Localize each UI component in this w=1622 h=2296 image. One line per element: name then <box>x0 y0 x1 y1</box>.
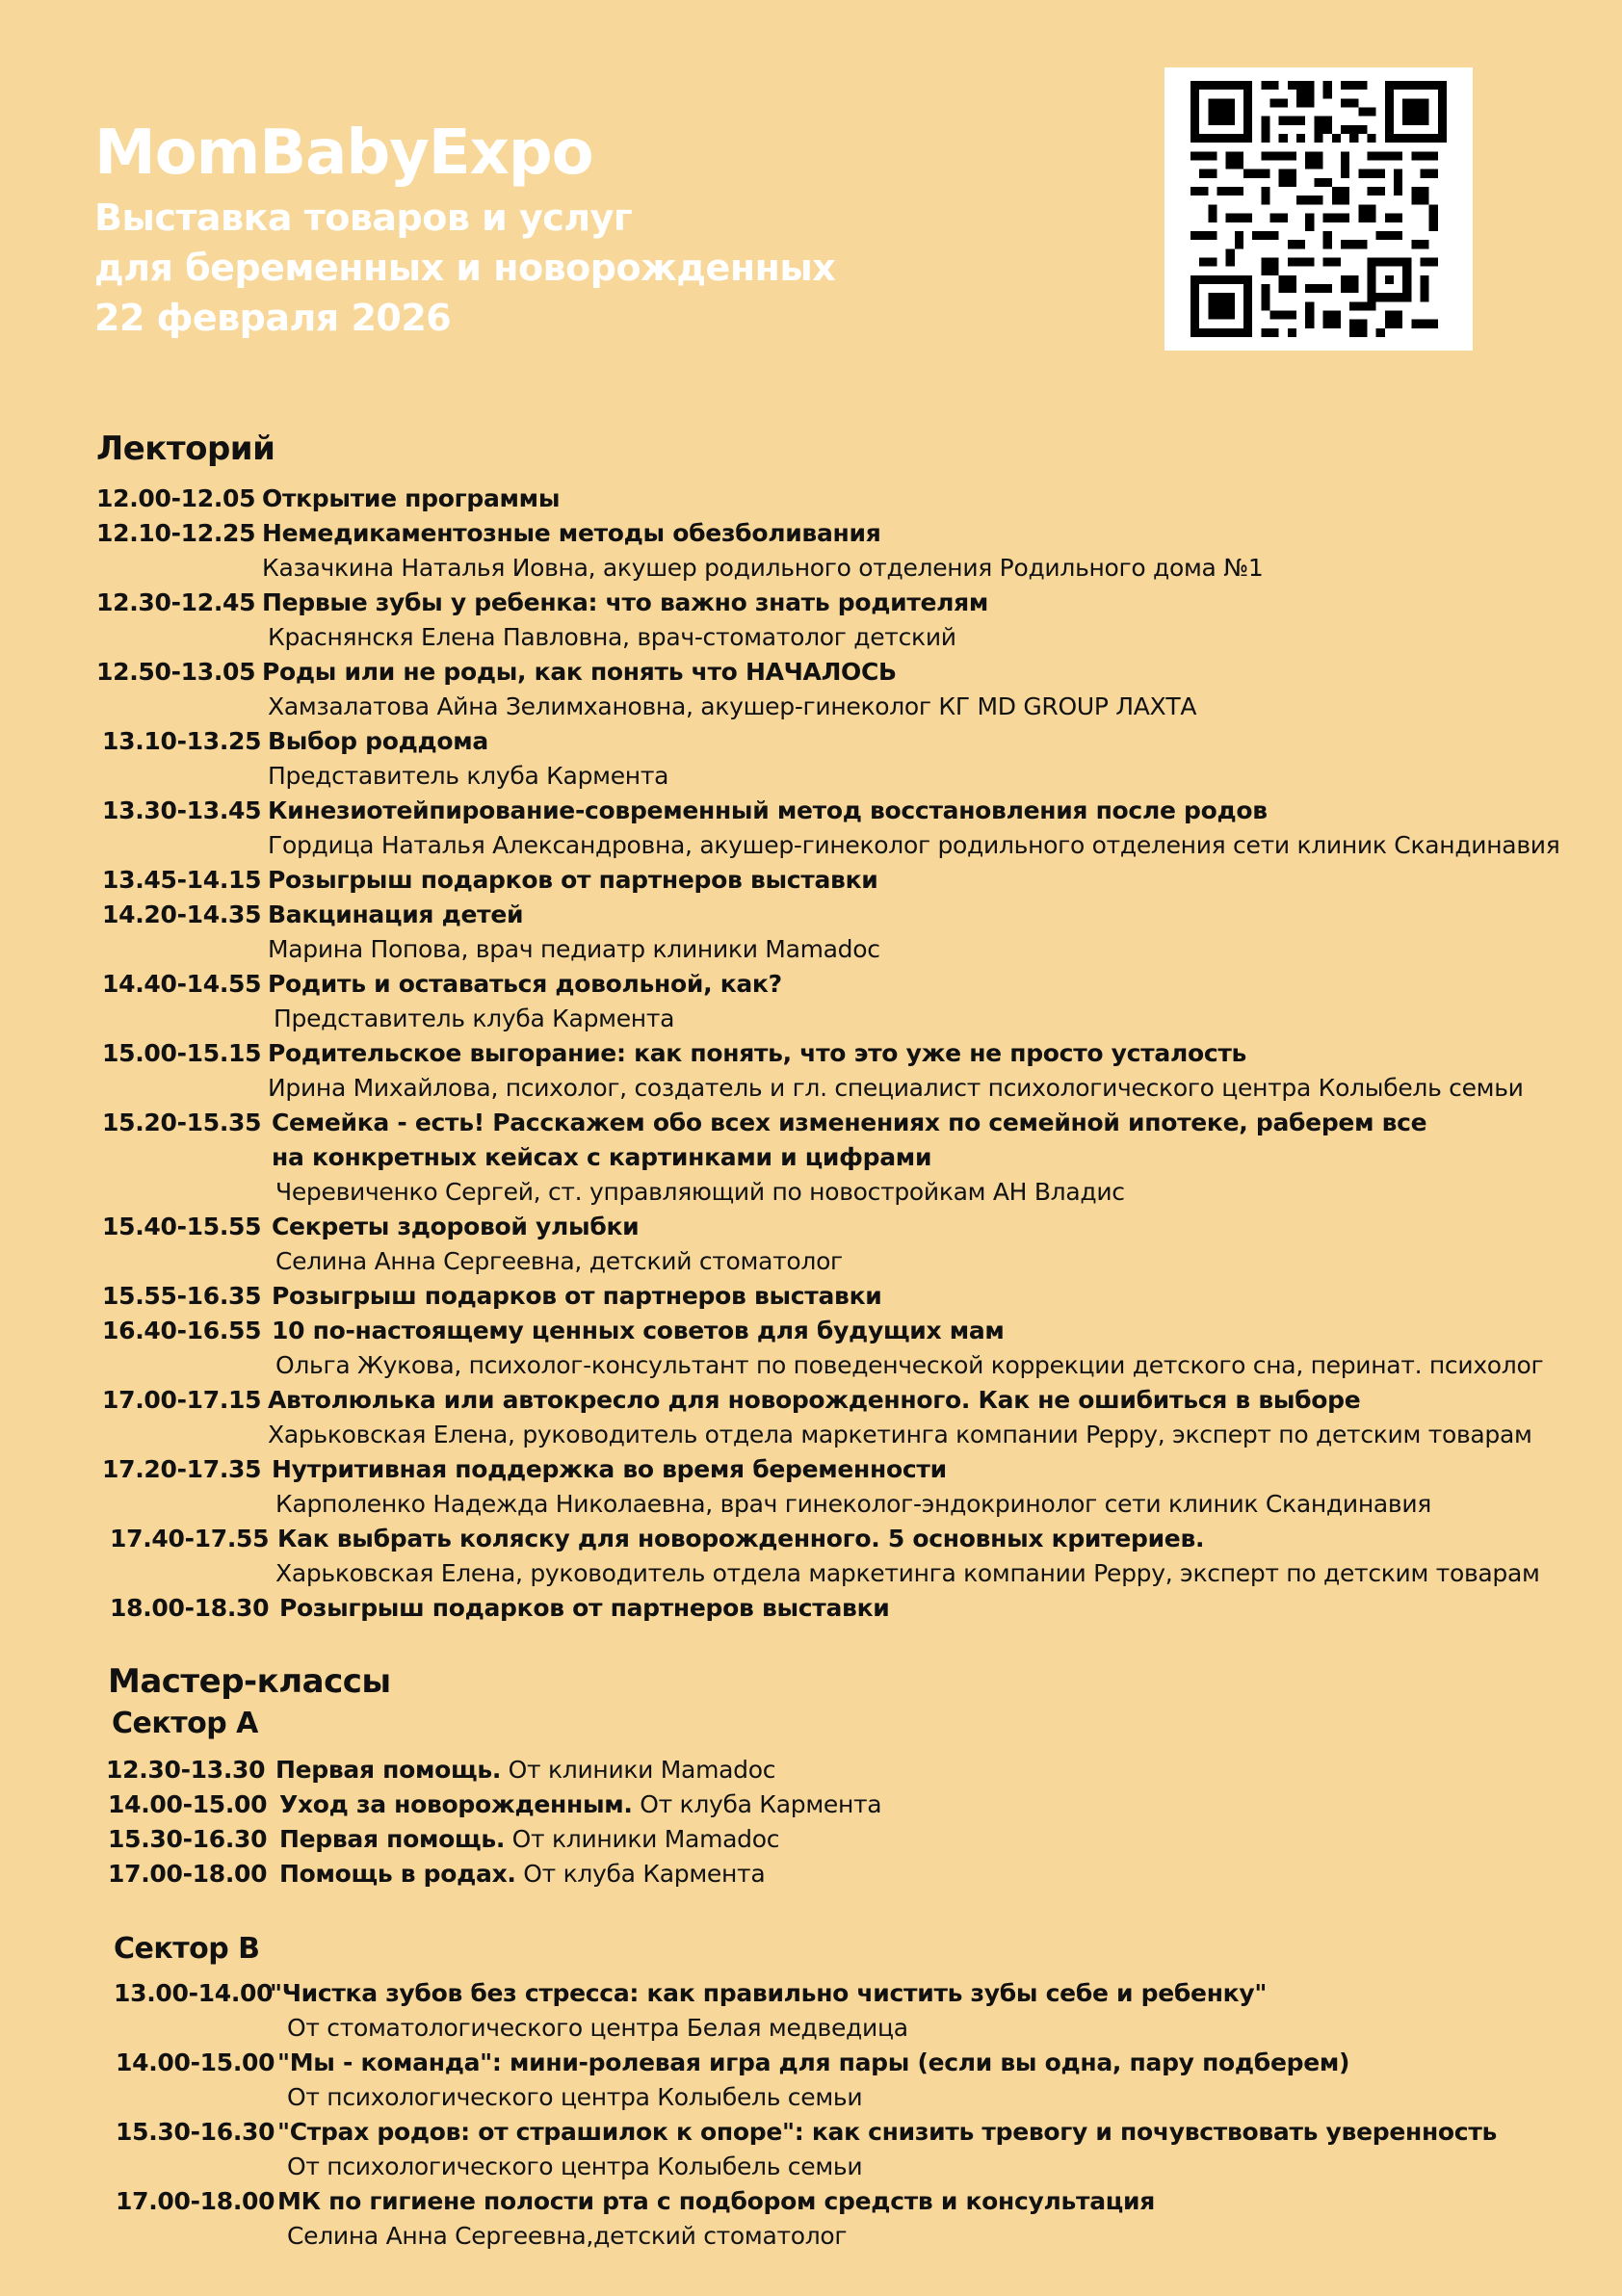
speaker-info: Харьковская Елена, руководитель отдела маркетинга компании Peppy, эксперт по детским товарам <box>275 1559 1540 1587</box>
session-title: 10 по-настоящему ценных советов для будущих мам <box>272 1317 1005 1344</box>
lecture-item <box>102 794 1268 828</box>
speaker-info: Черевиченко Сергей, ст. управляющий по новостройкам АН Владис <box>275 1178 1125 1206</box>
session-time: 13.30-13.45 <box>102 796 262 824</box>
masterclass-item <box>114 1976 1267 2011</box>
session-time: 15.30-16.30 <box>116 2118 275 2146</box>
session-title: Первая помощь. <box>275 1756 502 1784</box>
lecture-item <box>102 1383 1360 1418</box>
session-title: Выбор роддома <box>268 727 488 755</box>
lecture-item <box>96 586 988 620</box>
lecture-item <box>102 1314 1005 1348</box>
session-time: 17.00-18.00 <box>108 1860 268 1888</box>
session-time: 14.20-14.35 <box>102 900 262 928</box>
masterclass-item <box>116 2184 1155 2219</box>
session-time: 13.10-13.25 <box>102 727 262 755</box>
qr-code-icon <box>1178 81 1459 337</box>
lecture-item <box>102 1210 639 1244</box>
session-title: Секреты здоровой улыбки <box>272 1213 640 1240</box>
session-title: "Страх родов: от страшилок к опоре": как снизить тревогу и почувствовать уверенность <box>277 2118 1498 2146</box>
event-header <box>94 114 835 343</box>
masterclass-item <box>108 1857 765 1892</box>
session-title: Вакцинация детей <box>268 900 524 928</box>
session-title: Помощь в родах. <box>279 1860 516 1888</box>
masterclass-host: От стоматологического центра Белая медведица <box>287 2014 908 2042</box>
lecture-item <box>102 1036 1246 1071</box>
session-title: Уход за новорожденным. <box>279 1790 633 1818</box>
session-host: От клуба Кармента <box>632 1790 882 1818</box>
session-host: От клуба Кармента <box>515 1860 766 1888</box>
session-time: 17.00-18.00 <box>116 2187 275 2215</box>
session-time: 17.40-17.55 <box>110 1525 270 1552</box>
session-time: 15.00-15.15 <box>102 1039 262 1067</box>
session-time: 12.30-12.45 <box>96 588 256 616</box>
masterclass-item <box>106 1753 775 1787</box>
session-title: Семейка - есть! Расскажем обо всех изменениях по семейной ипотеке, раберем все <box>272 1109 1427 1136</box>
session-title: Автолюлька или автокресло для новорожденного. Как не ошибиться в выборе <box>268 1386 1361 1414</box>
speaker-info: Казачкина Наталья Иовна, акушер родильного отделения Родильного дома №1 <box>262 554 1264 582</box>
speaker-info: Ольга Жукова, психолог-консультант по поведенческой коррекции детского сна, перинат. психолог <box>275 1351 1544 1379</box>
session-time: 15.40-15.55 <box>102 1213 262 1240</box>
lectorium-title: Лекторий <box>96 430 275 468</box>
session-time: 13.45-14.15 <box>102 866 262 894</box>
session-title: Роды или не роды, как понять что НАЧАЛОСЬ <box>262 658 897 686</box>
qr-code[interactable] <box>1164 67 1473 351</box>
lecture-item <box>102 898 523 932</box>
lecture-item <box>102 1452 947 1487</box>
session-time: 15.20-15.35 <box>102 1109 262 1136</box>
session-title: Первые зубы у ребенка: что важно знать родителям <box>262 588 989 616</box>
session-title: Родительское выгорание: как понять, что это уже не просто усталость <box>268 1039 1247 1067</box>
speaker-info: Гордица Наталья Александровна, акушер-гинеколог родильного отделения сети клиник Скандинавия <box>268 831 1560 859</box>
sector-a-title: Сектор А <box>112 1707 258 1740</box>
session-host: От клиники Mamadoc <box>501 1756 776 1784</box>
lecture-item <box>102 1279 881 1314</box>
session-host: От клиники Mamadoc <box>505 1825 780 1853</box>
masterclass-item <box>108 1822 779 1857</box>
session-title: Первая помощь. <box>279 1825 506 1853</box>
session-time: 12.50-13.05 <box>96 658 256 686</box>
subtitle-line-1: Выставка товаров и услуг <box>94 196 633 239</box>
session-time: 18.00-18.30 <box>110 1594 270 1622</box>
lecture-item <box>102 1106 1426 1140</box>
session-title: Розыгрыш подарков от партнеров выставки <box>268 866 878 894</box>
session-time: 17.20-17.35 <box>102 1455 262 1483</box>
session-title: Розыгрыш подарков от партнеров выставки <box>279 1594 890 1622</box>
speaker-info: Краснянскя Елена Павловна, врач-стоматолог детский <box>268 623 956 651</box>
lecture-item <box>96 482 560 516</box>
session-title: МК по гигиене полости рта с подбором средств и консультация <box>277 2187 1155 2215</box>
masterclass-item <box>116 2046 1349 2080</box>
session-title-continued: на конкретных кейсах с картинками и цифрами <box>272 1143 932 1171</box>
session-title: Розыгрыш подарков от партнеров выставки <box>272 1282 882 1310</box>
sector-b-title: Сектор В <box>114 1932 260 1966</box>
session-title: Нутритивная поддержка во время беременности <box>272 1455 947 1483</box>
session-time: 15.55-16.35 <box>102 1282 262 1310</box>
masterclass-host: Селина Анна Сергеевна,детский стоматолог <box>287 2222 848 2250</box>
masterclass-host: От психологического центра Колыбель семьи <box>287 2152 863 2180</box>
session-time: 15.30-16.30 <box>108 1825 268 1853</box>
masterclass-item <box>116 2115 1497 2150</box>
session-time: 14.00-15.00 <box>108 1790 268 1818</box>
session-title: Открытие программы <box>262 484 561 512</box>
masterclass-item <box>108 1787 881 1822</box>
session-title: Кинезиотейпирование-современный метод восстановления после родов <box>268 796 1268 824</box>
session-time: 12.10-12.25 <box>96 519 256 547</box>
speaker-info: Селина Анна Сергеевна, детский стоматолог <box>275 1247 843 1275</box>
session-title: Немедикаментозные методы обезболивания <box>262 519 881 547</box>
event-date: 22 февраля 2026 <box>94 297 452 339</box>
session-time: 16.40-16.55 <box>102 1317 262 1344</box>
subtitle-line-2: для беременных и новорожденных <box>94 247 836 289</box>
lecture-item <box>102 863 877 898</box>
speaker-info: Марина Попова, врач педиатр клиники Mamadoc <box>268 935 880 963</box>
brand-title: MomBabyExpo <box>94 117 593 189</box>
session-title: "Чистка зубов без стресса: как правильно чистить зубы себе и ребенку" <box>270 1979 1268 2007</box>
lecture-item <box>110 1591 889 1626</box>
session-time: 12.30-13.30 <box>106 1756 266 1784</box>
speaker-info: Представитель клуба Кармента <box>268 762 669 790</box>
session-time: 13.00-14.00 <box>114 1979 274 2007</box>
speaker-info: Представитель клуба Кармента <box>274 1004 675 1032</box>
session-title: Родить и оставаться довольной, как? <box>268 970 782 998</box>
speaker-info: Ирина Михайлова, психолог, создатель и гл. специалист психологического центра Колыбель семьи <box>268 1074 1524 1102</box>
lecture-item <box>102 724 488 759</box>
session-time: 17.00-17.15 <box>102 1386 262 1414</box>
lecture-item <box>110 1522 1204 1556</box>
masterclass-host: От психологического центра Колыбель семьи <box>287 2083 863 2111</box>
lecture-item <box>102 967 782 1002</box>
session-title: "Мы - команда": мини-ролевая игра для пары (если вы одна, пару подберем) <box>277 2048 1350 2076</box>
speaker-info: Хамзалатова Айна Зелимхановна, акушер-гинеколог КГ MD GROUP ЛАХТА <box>268 692 1197 720</box>
session-time: 14.40-14.55 <box>102 970 262 998</box>
masterclasses-title: Мастер-классы <box>108 1662 391 1701</box>
session-time: 14.00-15.00 <box>116 2048 275 2076</box>
lecture-item <box>96 655 897 690</box>
session-title: Как выбрать коляску для новорожденного. 5 основных критериев. <box>277 1525 1205 1552</box>
lecture-item <box>96 516 880 551</box>
speaker-info: Харьковская Елена, руководитель отдела маркетинга компании Peppy, эксперт по детским товарам <box>268 1421 1532 1448</box>
session-time: 12.00-12.05 <box>96 484 256 512</box>
speaker-info: Карполенко Надежда Николаевна, врач гинеколог-эндокринолог сети клиник Скандинавия <box>275 1490 1432 1518</box>
